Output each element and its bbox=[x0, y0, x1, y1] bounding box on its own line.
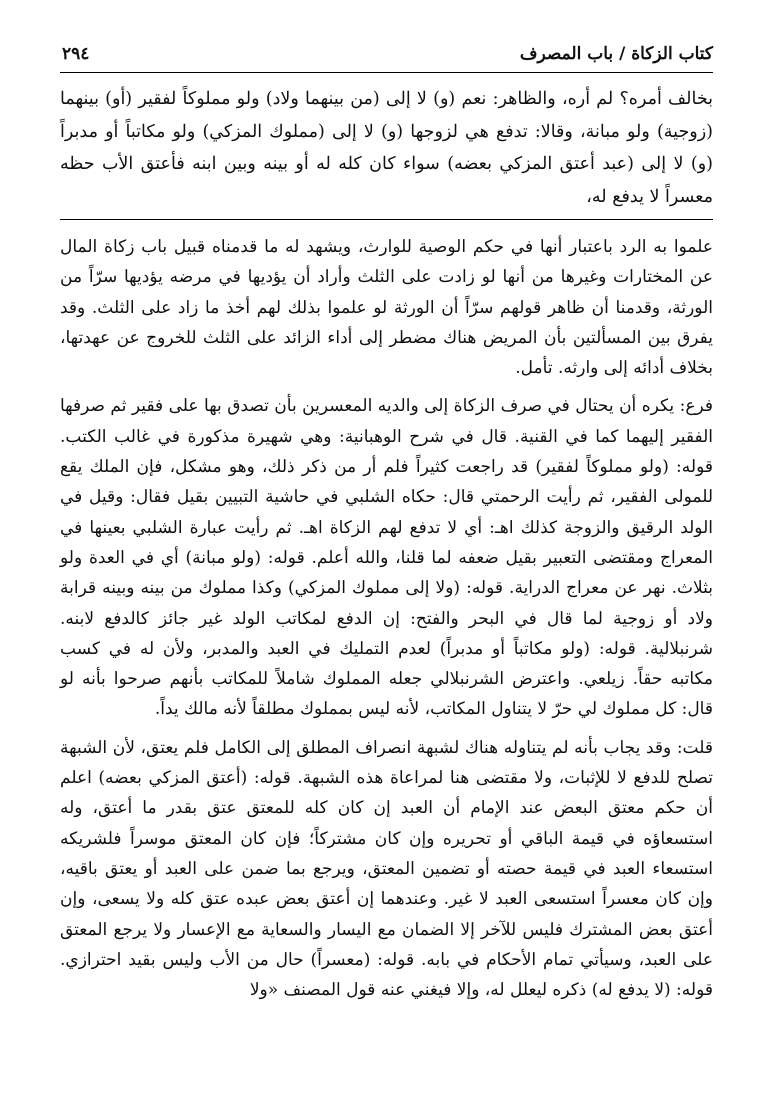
book-page bbox=[60, 42, 713, 1005]
footnote-separator bbox=[60, 219, 713, 220]
running-header bbox=[60, 42, 713, 72]
commentary-paragraph: علموا به الرد باعتبار أنها في حكم الوصية للوارث، ويشهد له ما قدمناه قبيل باب زكاة المال عن المختارات وغيرها من أنها لو زادت على الثلث وأراد أن يؤديها في مرضه يؤديها سرّاً من الورثة، وقدمنا أن ظاهر قولهم سرّاً أن الورثة لو علموا بذلك لهم أخذ ما زاد على الثلث. وقد يفرق بين المسألتين بأن المريض هناك مضطر إلى أداء الزائد على الثلث للخروج عن عهدتها، بخلاف أدائه إلى وارثه. تأمل. bbox=[60, 237, 713, 379]
commentary bbox=[60, 232, 713, 1005]
page-number: ٢٩٤ bbox=[62, 44, 90, 64]
header-rule bbox=[60, 72, 713, 73]
commentary-paragraph: قلت: وقد يجاب بأنه لم يتناوله هناك لشبهة انصراف المطلق إلى الكامل فلم يعتق، لأن الشبهة تصلح للدفع لا للإثبات، ولا مقتضى هنا لمراعاة هذه الشبهة. قوله: (أعتق المزكي بعضه) اعلم أن حكم معتق البعض عند الإمام أن العبد إن كان كله للمعتق عتق بقدر ما أعتق، وله استسعاؤه في قيمة الباقي أو تحريره وإن كان مشتركاً؛ فإن كان المعتق موسراً فلشريكه استسعاء العبد في قيمة حصته أو تضمين المعتق، ويرجع بما ضمن على العبد أو يعتق باقيه، وإن كان معسراً استسعى العبد لا غير. وعندهما إن أعتق بعض عبده عتق كله ولا يسعى، وإن أعتق بعض المشترك فليس للآخر إلا الضمان مع اليسار والسعاية مع الإعسار ولا يرجع المعتق على العبد، وسيأتي تمام الأحكام في بابه. قوله: (معسراً) حال من الأب وليس بقيد احترازي. قوله: (لا يدفع له) ذكره ليعلل له، وإلا فيغني عنه قول المصنف «ولا bbox=[60, 737, 713, 1001]
commentary-paragraph: فرع: يكره أن يحتال في صرف الزكاة إلى والديه المعسرين بأن تصدق بها على فقير ثم صرفها الفقير إليهما كما في القنية. قال في شرح الوهبانية: وهي شهيرة مذكورة في غالب الكتب. قوله: (ولو مملوكاً لفقير) قد راجعت كثيراً فلم أر من ذكر ذلك، وهو مشكل، فإن الملك يقع للمولى الفقير، ثم رأيت الرحمتي قال: حكاه الشلبي في حاشية التبيين بقيل فقال: وقيل في الولد الرقيق والزوجة كذلك اهـ: أي لا تدفع لهم الزكاة اهـ. ثم رأيت عبارة الشلبي بعينها في المعراج ومقتضى التعبير بقيل ضعفه لما قلنا، والله أعلم. قوله: (ولو مبانة) أي في العدة ولو بثلاث. نهر عن معراج الدراية. قوله: (ولا إلى مملوك المزكي) وكذا مملوك من بينه وبينه قرابة ولاد أو زوجية لما قال في البحر والفتح: إن الدفع لمكاتب الولد غير جائز كالدفع لابنه. شرنبلالية. قوله: (ولو مكاتباً أو مدبراً) لعدم التمليك في العبد والمدبر، ولأن له في كسب مكاتبه حقاً. زيلعي. واعترض الشرنبلالي جعله المملوك شاملاً للمكاتب بأنهم صرحوا بأنه لو قال: كل مملوك لي حرّ لا يتناول المكاتب، لأنه ليس بمملوك مطلقاً لأنه مالك يداً. bbox=[60, 396, 713, 720]
chapter-title: كتاب الزكاة / باب المصرف bbox=[519, 44, 713, 64]
main-text bbox=[60, 83, 713, 213]
matn-paragraph: بخالف أمره؟ لم أره، والظاهر: نعم (و) لا إلى (من بينهما ولاد) ولو مملوكاً لفقير (أو) بينهما (زوجية) ولو مبانة، وقالا: تدفع هي لزوجها (و) لا إلى (مملوك المزكي) ولو مكاتباً أو مدبراً (و) لا إلى (عبد أعتق المزكي بعضه) سواء كان كله له أو بينه وبين ابنه فأعتق الأب حظه معسراً لا يدفع له، bbox=[60, 89, 713, 207]
